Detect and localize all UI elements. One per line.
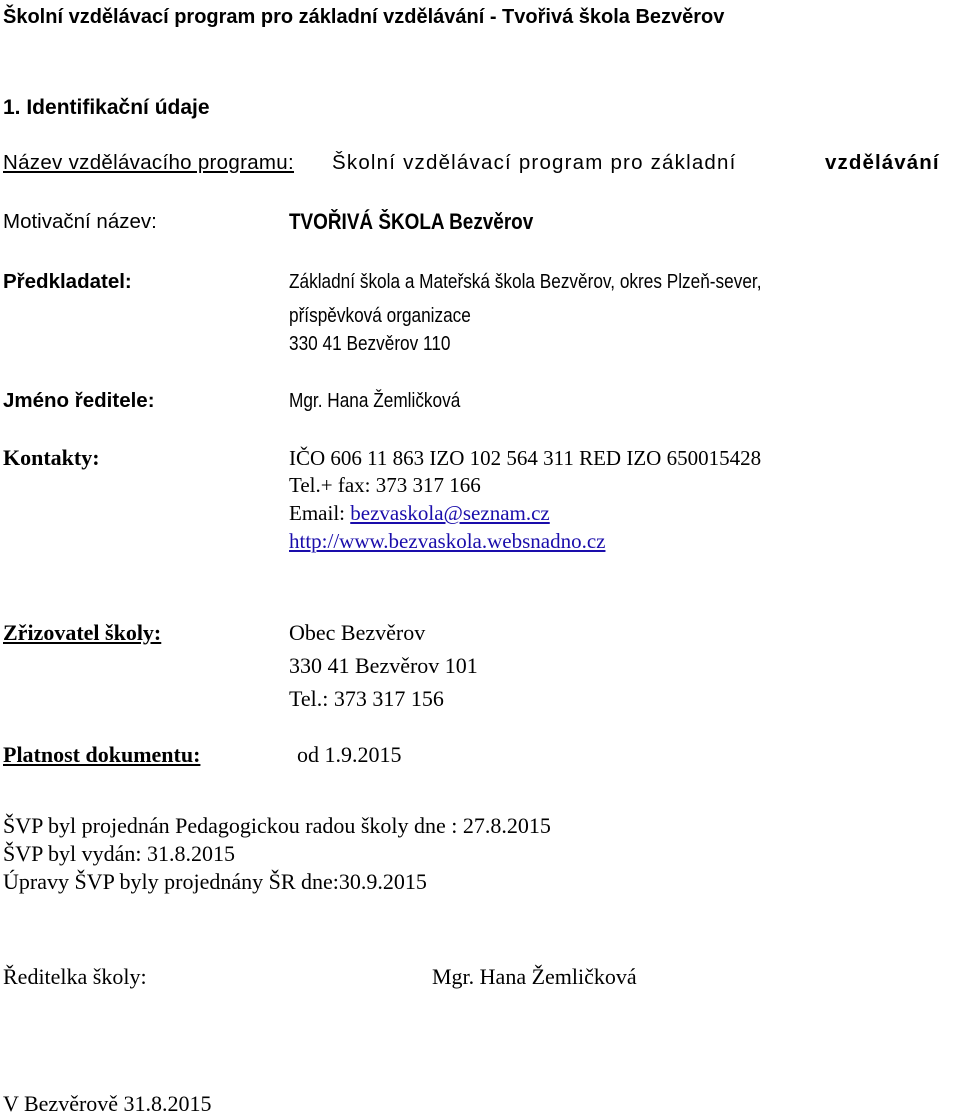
motivation-label: Motivační název:: [3, 210, 157, 233]
program-name-value-tail: vzdělávání: [825, 151, 940, 174]
contacts-label: Kontakty:: [3, 445, 100, 470]
signature-label: Ředitelka školy:: [3, 964, 147, 989]
founder-name: Obec Bezvěrov: [289, 620, 426, 645]
contacts-web-link[interactable]: http://www.bezvaskola.websnadno.cz: [289, 529, 606, 553]
program-name-label: Název vzdělávacího programu:: [3, 151, 294, 174]
note-approved-by-council: ŠVP byl projednán Pedagogickou radou školy dne : 27.8.2015: [3, 813, 551, 838]
validity-value: od 1.9.2015: [297, 742, 402, 767]
place-date: V Bezvěrově 31.8.2015: [3, 1091, 212, 1116]
founder-phone: Tel.: 373 317 156: [289, 686, 444, 711]
director-label: Jméno ředitele:: [3, 389, 155, 412]
program-name-value: Školní vzdělávací program pro základní: [332, 151, 737, 174]
contacts-ids: IČO 606 11 863 IZO 102 564 311 RED IZO 650015428: [289, 446, 762, 470]
validity-label: Platnost dokumentu:: [3, 742, 201, 767]
section-heading: 1. Identifikační údaje: [3, 96, 210, 119]
submitter-label: Předkladatel:: [3, 270, 132, 293]
submitter-line-2: příspěvková organizace: [289, 304, 471, 327]
contacts-phone: Tel.+ fax: 373 317 166: [289, 473, 481, 497]
founder-label: Zřizovatel školy:: [3, 620, 162, 645]
director-value: Mgr. Hana Žemličková: [289, 389, 461, 412]
contacts-email-link[interactable]: bezvaskola@seznam.cz: [350, 501, 550, 525]
note-amendments: Úpravy ŠVP byly projednány ŠR dne:30.9.2015: [3, 869, 427, 894]
document-title: Školní vzdělávací program pro základní vzdělávání - Tvořivá škola Bezvěrov: [3, 6, 725, 28]
motivation-value: TVOŘIVÁ ŠKOLA Bezvěrov: [289, 209, 534, 234]
founder-address: 330 41 Bezvěrov 101: [289, 653, 478, 678]
note-issued: ŠVP byl vydán: 31.8.2015: [3, 841, 236, 866]
submitter-line-1: Základní škola a Mateřská škola Bezvěrov, okres Plzeň-sever,: [289, 270, 762, 293]
contacts-email-label: Email:: [289, 501, 351, 525]
submitter-line-3: 330 41 Bezvěrov 110: [289, 332, 451, 355]
signature-name: Mgr. Hana Žemličková: [432, 964, 637, 989]
contacts-email-row: [289, 503, 550, 524]
